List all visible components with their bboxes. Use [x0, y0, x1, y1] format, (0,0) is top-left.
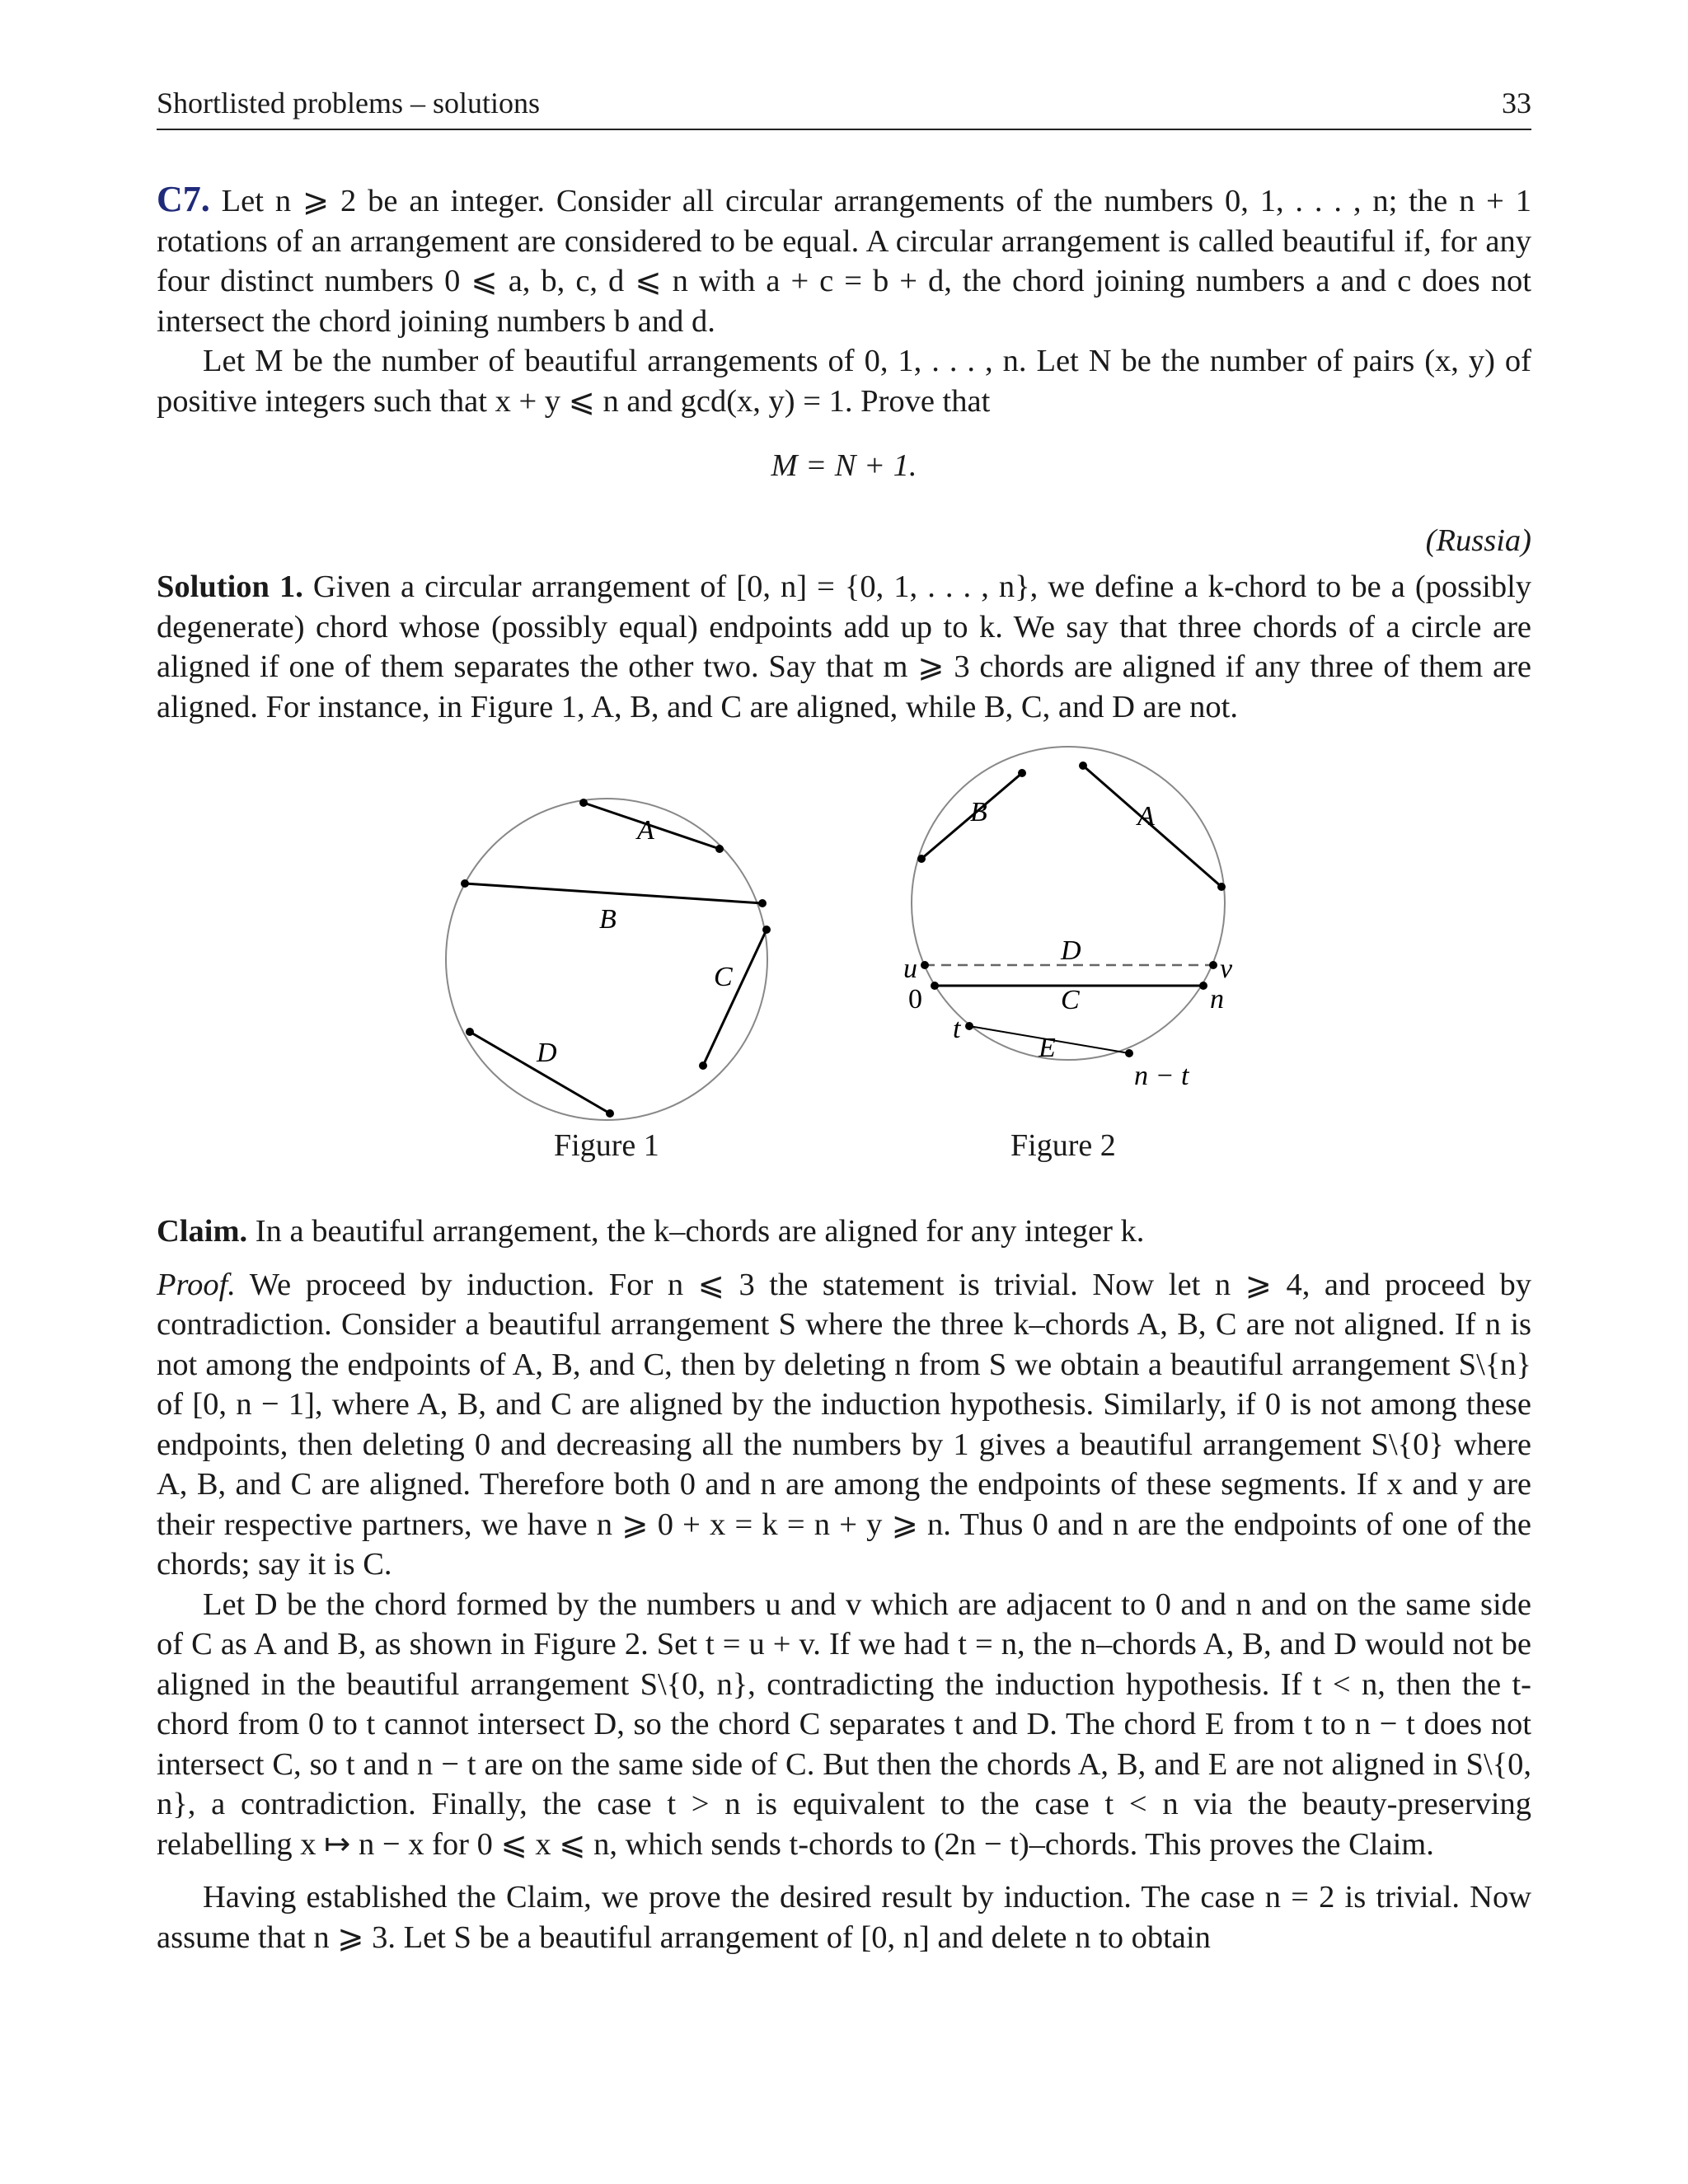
- problem-label: C7.: [157, 179, 210, 219]
- figure-2-label-u: u: [903, 954, 917, 984]
- solution-text: Given a circular arrangement of [0, n] = {0, 1, . . . , n}, we define a k-chord to be a (possibly degenerate) chord whose (possibly equal) endpoints add up to k. We say that three chords of a circle are aligned if one of them separates the other two. Say that m ⩾ 3 chords are aligned if any three of them are aligned. For instance, in Figure 1, A, B, and C are aligned, while B, C, and D are not.: [157, 569, 1532, 724]
- page-body: [157, 180, 1531, 1957]
- figure-1-diagram: [446, 799, 771, 1120]
- proof-paragraph-2: Let D be the chord formed by the numbers u and v which are adjacent to 0 and n and on the same side of C as A and B, as shown in Figure 2. Set t = u + v. If we had t = n, the n–chords A, B, and D would not be aligned in the beautiful arrangement S\{0, n}, contradicting the induction hypothesis. If t < n, then the t-chord from 0 to t cannot intersect D, so the chord C separates t and D. The chord E from t to n − t does not intersect C, so t and n − t are on the same side of C. But then the chords A, B, and E are not aligned in S\{0, n}, a contradiction. Finally, the case t > n is equivalent to the case t < n via the beauty-preserving relabelling x ↦ n − x for 0 ⩽ x ⩽ n, which sends t-chords to (2n − t)–chords. This proves the Claim.: [157, 1586, 1531, 1862]
- figure-2-label-n: n: [1210, 984, 1224, 1015]
- figure-1-label-c: C: [714, 962, 733, 992]
- figure-2-label-zero: 0: [908, 984, 922, 1015]
- final-paragraph: Having established the Claim, we prove the desired result by induction. The case n = 2 is trivial. Now assume that n ⩾ 3. Let S be a beautiful arrangement of [0, n] and delete n to obtain: [157, 1880, 1531, 1955]
- figure-2-label-a: A: [1137, 801, 1155, 832]
- problem-paragraph-2: Let M be the number of beautiful arrangements of 0, 1, . . . , n. Let N be the number of pairs (x, y) of positive integers such that x + y ⩽ n and gcd(x, y) = 1. Prove that: [157, 344, 1531, 419]
- figure-1-label-d: D: [537, 1038, 557, 1068]
- figure-2-label-v: v: [1220, 954, 1233, 984]
- solution-label: Solution 1.: [157, 569, 303, 604]
- figures: [157, 738, 1531, 1197]
- proof-text-1: We proceed by induction. For n ⩽ 3 the statement is trivial. Now let n ⩾ 4, and proceed by contradiction. Consider a beautiful arrangement S where the three k–chords A, B, C are not aligned. If n is not among the endpoints of A, B, and C, then by deleting n from S we obtain a beautiful arrangement S\{n} of [0, n − 1], where A, B, and C are aligned by the induction hypothesis. Similarly, if 0 is not among these endpoints, then deleting 0 and decreasing all the numbers by 1 gives a beautiful arrangement S\{0} where A, B, and C are aligned. Therefore both 0 and n are among the endpoints of these segments. If x and y are their respective partners, we have n ⩾ 0 + x = k = n + y ⩾ n. Thus 0 and n are the endpoints of one of the chords; say it is C.: [157, 1267, 1531, 1582]
- figure-2-label-e: E: [1039, 1033, 1056, 1063]
- claim-label: Claim.: [157, 1214, 248, 1249]
- proof-paragraph-1: [157, 1265, 1531, 1585]
- proof-label: Proof.: [157, 1267, 236, 1302]
- figure-2-label-c: C: [1061, 985, 1080, 1015]
- figure-2-label-b: B: [970, 797, 987, 827]
- figure-1-label-b: B: [599, 904, 617, 935]
- figures-svg: [157, 738, 1531, 1126]
- problem-country: (Russia): [1425, 523, 1531, 558]
- figure-2-caption: Figure 2: [1010, 1128, 1116, 1163]
- problem-equation: M = N + 1.: [771, 448, 917, 483]
- figure-1-caption: Figure 1: [554, 1128, 659, 1163]
- page-header: [157, 82, 1531, 130]
- figure-1-chord-c: [703, 930, 767, 1066]
- figure-2-label-t: t: [953, 1014, 961, 1044]
- figure-2-label-d: D: [1061, 935, 1081, 966]
- claim-text: In a beautiful arrangement, the k–chords are aligned for any integer k.: [255, 1214, 1145, 1249]
- problem-statement: [157, 180, 1531, 341]
- page-number: 33: [1502, 87, 1531, 120]
- figure-2-label-n-minus-t: n − t: [1134, 1061, 1189, 1091]
- figure-1-chord-b: [465, 883, 762, 903]
- problem-text: Let n ⩾ 2 be an integer. Consider all circular arrangements of the numbers 0, 1, . . . , n; the n + 1 rotations of an arrangement are considered to be equal. A circular arrangement is called beautiful if, for any four distinct numbers 0 ⩽ a, b, c, d ⩽ n with a + c = b + d, the chord joining numbers a and c does not intersect the chord joining numbers b and d.: [157, 184, 1532, 339]
- figure-1-label-a: A: [637, 815, 654, 846]
- solution-paragraph-1: [157, 567, 1531, 727]
- running-title: Shortlisted problems – solutions: [157, 87, 541, 120]
- claim: [157, 1212, 1531, 1252]
- figure-2-diagram: [903, 747, 1233, 1091]
